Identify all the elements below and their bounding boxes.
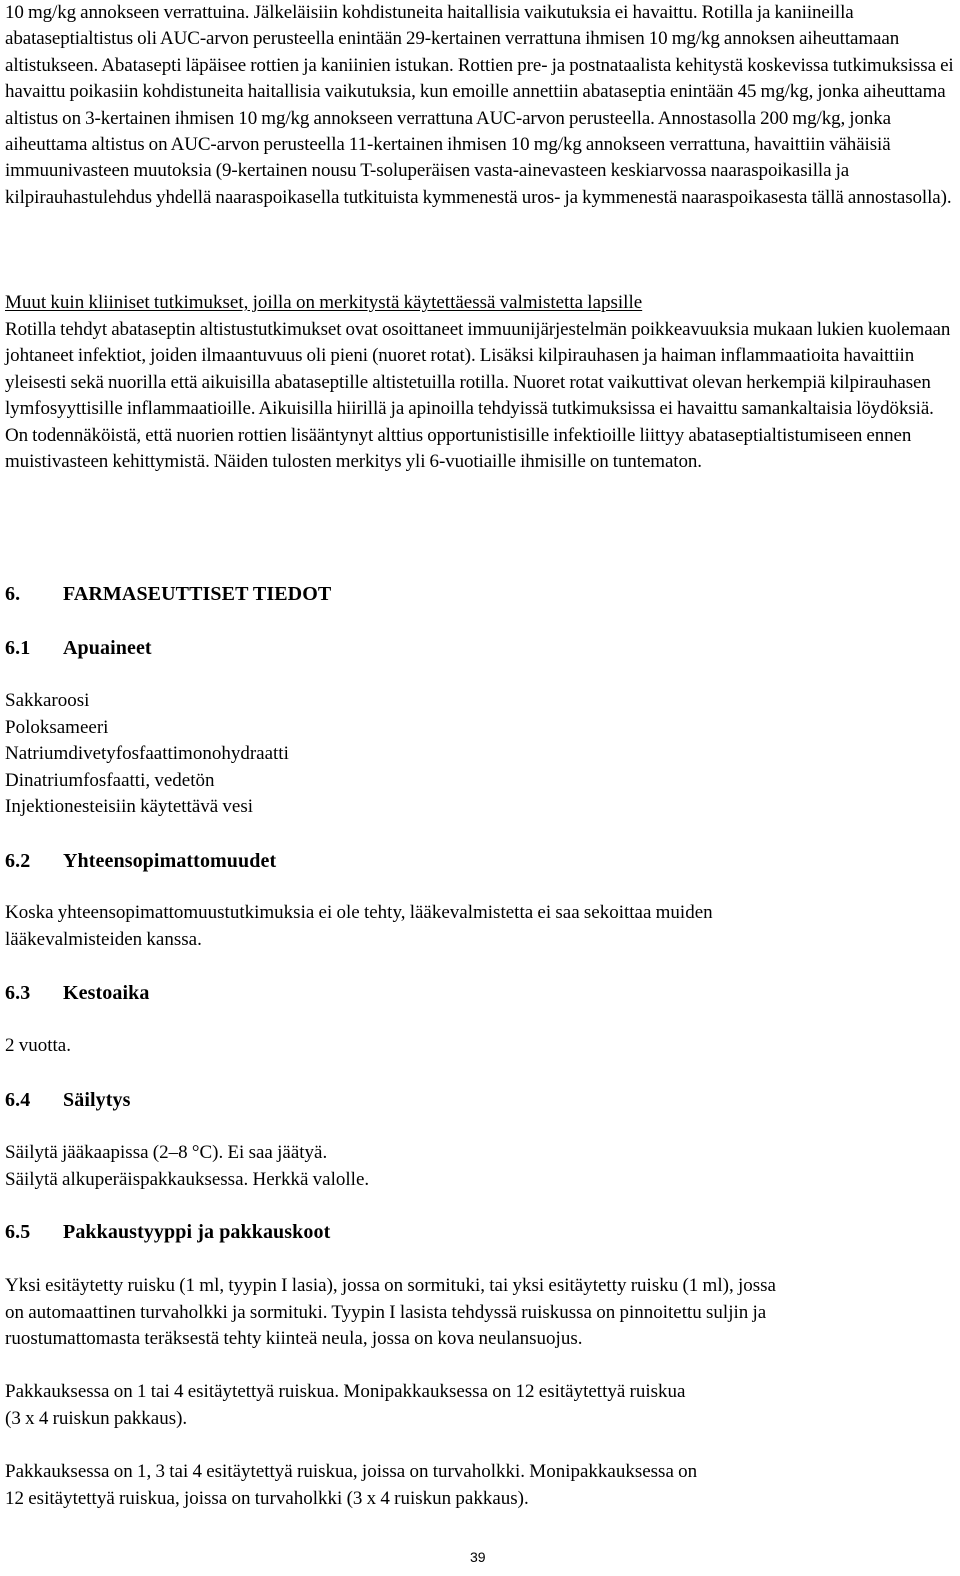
section-6-3-heading bbox=[5, 980, 149, 1006]
package-text-line: ruostumattomasta teräksestä tehty kiinteä neula, jossa on kova neulansuojus. bbox=[5, 1328, 583, 1349]
section-number: 6.1 bbox=[5, 637, 31, 659]
package-text-line: Pakkauksessa on 1, 3 tai 4 esitäytettyä ruiskua, joissa on turvaholkki. Monipakkauksessa on bbox=[5, 1461, 698, 1482]
section-number: 6.2 bbox=[5, 850, 31, 872]
section-number: 6.4 bbox=[5, 1089, 31, 1111]
section-title: FARMASEUTTISET TIEDOT bbox=[63, 583, 332, 605]
incompatibility-text-line: Koska yhteensopimattomuustutkimuksia ei ole tehty, lääkevalmistetta ei saa sekoittaa muiden bbox=[5, 902, 713, 923]
section-6-4-heading bbox=[5, 1087, 130, 1113]
section-title: Pakkaustyyppi ja pakkauskoot bbox=[63, 1221, 331, 1243]
package-text-line: on automaattinen turvaholkki ja sormituki. Tyypin I lasista tehdyssä ruiskussa on pinnoitettu suljin ja bbox=[5, 1301, 767, 1323]
package-text-line: Yksi esitäytetty ruisku (1 ml, tyypin I lasia), jossa on sormituki, tai yksi esitäytetty ruisku (1 ml), jossa bbox=[5, 1275, 776, 1296]
section-number: 6. bbox=[5, 583, 21, 605]
section-number: 6.5 bbox=[5, 1221, 31, 1243]
storage-text-line: Säilytä alkuperäispakkauksessa. Herkkä valolle. bbox=[5, 1168, 370, 1190]
nonclinical-heading: Muut kuin kliiniset tutkimukset, joilla on merkitystä käytettäessä valmistetta lapsille bbox=[5, 292, 643, 313]
intro-paragraph: 10 mg/kg annokseen verrattuina. Jälkeläisiin kohdistuneita haitallisia vaikutuksia ei havaittu. Rotilla ja kaniineilla abataseptialtistus oli AUC-arvon perusteella enintään 29-kertainen verrattuna ihmisen 10 mg/kg annoksen aiheuttamaan altistukseen. Abatasepti läpäisee rottien ja kaniinien istukan. Rottien pre- ja postnataalista kehitystä koskevissa tutkimuksissa ei havaittu poikasiin kohdistuneita haitallisia vaikutuksia, kun emoille annettiin abataseptia enintään 45 mg/kg, jonka aiheuttama altistus on 3-kertainen ihmisen 10 mg/kg annokseen verrattuna AUC-arvon perusteella. Annostasolla 200 mg/kg, jonka aiheuttama altistus on AUC-arvon perusteella 11-kertainen ihmisen 10 mg/kg annokseen verrattuna, havaittiin vähäisiä immuunivasteen muutoksia (9-kertainen nousu T-soluperäisen vasta-ainevasteen keskiarvossa naaraspoikasilla ja kilpirauhastulehdus yhdellä naaraspoikasella tutkituista kymmenestä uros- ja kymmenestä naaraspoikasesta tällä annostasolla). bbox=[5, 2, 954, 208]
excipient-item: Dinatriumfosfaatti, vedetön bbox=[5, 769, 215, 791]
section-title: Säilytys bbox=[63, 1089, 131, 1111]
package-text-line: (3 x 4 ruiskun pakkaus). bbox=[5, 1407, 188, 1429]
section-6-2-heading bbox=[5, 848, 276, 874]
nonclinical-paragraph: Rotilla tehdyt abataseptin altistustutkimukset ovat osoittaneet immuunijärjestelmän poikkeavuuksia mukaan lukien kuolemaan johtaneet infektiot, joiden ilmaantuvuus oli pieni (nuoret rotat). Lisäksi kilpirauhasen ja haiman inflammaatioita havaittiin yleisesti sekä nuorilla että aikuisilla abataseptille altistetuilla rotilla. Nuoret rotat vaikuttivat olevan herkempiä kilpirauhasen lymfosyyttisille inflammaatioille. Aikuisilla hiirillä ja apinoilla tehdyissä tutkimuksissa ei havaittu samankaltaisia löydöksiä. On todennäköistä, että nuorien rottien lisääntynyt alttius opportunistisille infektioille liittyy abataseptialtistumiseen ennen muistivasteen kehittymistä. Näiden tulosten merkitys yli 6-vuotiaille ihmisille on tuntematon. bbox=[5, 319, 951, 473]
section-number: 6.3 bbox=[5, 982, 31, 1004]
section-title: Yhteensopimattomuudet bbox=[63, 850, 277, 872]
section-6-1-heading bbox=[5, 635, 152, 661]
incompatibility-text-line: lääkevalmisteiden kanssa. bbox=[5, 928, 202, 950]
excipient-item: Sakkaroosi bbox=[5, 690, 90, 711]
section-title: Apuaineet bbox=[63, 637, 152, 659]
section-title: Kestoaika bbox=[63, 982, 150, 1004]
excipient-item: Natriumdivetyfosfaattimonohydraatti bbox=[5, 743, 289, 764]
package-text-line: 12 esitäytettyä ruiskua, joissa on turvaholkki (3 x 4 ruiskun pakkaus). bbox=[5, 1487, 529, 1509]
page-number: 39 bbox=[470, 1549, 486, 1565]
package-text-line: Pakkauksessa on 1 tai 4 esitäytettyä ruiskua. Monipakkauksessa on 12 esitäytettyä ruiskua bbox=[5, 1381, 686, 1402]
excipient-item: Poloksameeri bbox=[5, 716, 109, 738]
storage-text-line: Säilytä jääkaapissa (2–8 °C). Ei saa jäätyä. bbox=[5, 1142, 328, 1163]
section-6-heading bbox=[5, 581, 331, 607]
excipient-item: Injektionesteisiin käytettävä vesi bbox=[5, 796, 254, 817]
shelf-life-text: 2 vuotta. bbox=[5, 1035, 71, 1056]
section-6-5-heading bbox=[5, 1219, 330, 1245]
